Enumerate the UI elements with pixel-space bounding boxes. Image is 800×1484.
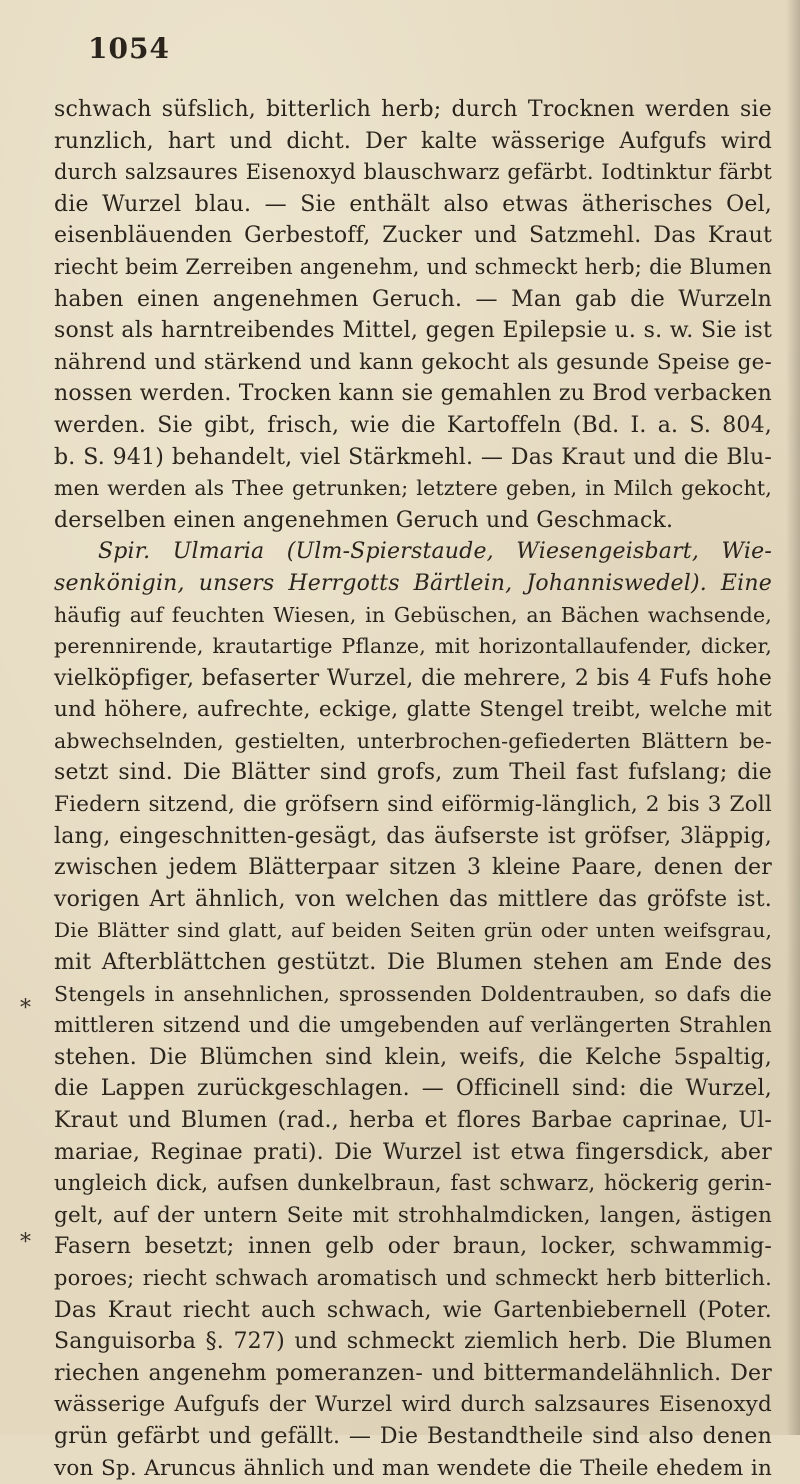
section-heading-line: Spir. Ulmaria (Ulm-Spierstaude, Wiesengeisbart, Wie-	[98, 539, 772, 565]
text-line: senkönigin, unsers Herrgotts Bärtlein, Johanniswedel). Eine	[54, 570, 772, 596]
text-line: zwischen jedem Blätterpaar sitzen 3 kleine Paare, denen der	[54, 855, 772, 881]
body-text	[54, 94, 772, 1484]
text-line: werden. Sie gibt, frisch, wie die Kartoffeln (Bd. I. a. S. 804,	[54, 412, 772, 438]
text-line: b. S. 941) behandelt, viel Stärkmehl. — Das Kraut und die Blu-	[54, 444, 772, 470]
text-line: von Sp. Aruncus ähnlich und man wendete die Theile ehedem in	[54, 1455, 772, 1481]
text-line: Fiedern sitzend, die gröfsern sind eiförmig-länglich, 2 bis 3 Zoll	[54, 792, 772, 818]
text-line: Fasern besetzt; innen gelb oder braun, locker, schwammig-	[54, 1234, 772, 1260]
page-edge-shadow	[786, 0, 800, 1435]
text-line: die Wurzel blau. — Sie enthält also etwas ätherisches Oel,	[54, 191, 772, 217]
text-line: Kraut und Blumen (rad., herba et flores Barbae caprinae, Ul-	[54, 1108, 772, 1133]
text-line: schwach süfslich, bitterlich herb; durch Trocknen werden sie	[54, 97, 772, 122]
text-line: derselben einen angenehmen Geruch und Geschmack.	[54, 507, 674, 533]
text-line: grün gefärbt und gefällt. — Die Bestandtheile sind also denen	[54, 1423, 772, 1449]
text-line: vielköpfiger, befaserter Wurzel, die mehrere, 2 bis 4 Fufs hohe	[54, 665, 772, 691]
text-line: wässerige Aufgufs der Wurzel wird durch salzsaures Eisenoxyd	[54, 1392, 772, 1418]
text-line: mariae, Reginae prati). Die Wurzel ist etwa fingersdick, aber	[54, 1139, 772, 1165]
text-line: Das Kraut riecht auch schwach, wie Gartenbiebernell (Poter.	[54, 1297, 772, 1323]
text-line: ungleich dick, aufsen dunkelbraun, fast schwarz, höckerig gerin-	[54, 1171, 772, 1196]
text-line: nossen werden. Trocken kann sie gemahlen zu Brod verbacken	[54, 381, 773, 407]
text-line: abwechselnden, gestielten, unterbrochen-gefiederten Blättern be-	[54, 728, 772, 753]
margin-mark: *	[20, 996, 31, 1021]
text-line: Die Blätter sind glatt, auf beiden Seiten grün oder unten weifsgrau,	[54, 918, 772, 943]
text-line: sonst als harntreibendes Mittel, gegen Epilepsie u. s. w. Sie ist	[54, 318, 772, 344]
text-line: runzlich, hart und dicht. Der kalte wässerige Aufgufs wird	[54, 128, 772, 154]
text-line: lang, eingeschnitten-gesägt, das äufserste ist gröfser, 3läppig,	[54, 823, 772, 849]
text-line: riechen angenehm pomeranzen- und bittermandelähnlich. Der	[54, 1360, 772, 1386]
text-line: nährend und stärkend und kann gekocht als gesunde Speise ge-	[54, 349, 772, 375]
text-line: die Lappen zurückgeschlagen. — Officinell sind: die Wurzel,	[54, 1076, 772, 1102]
text-line: riecht beim Zerreiben angenehm, und schmeckt herb; die Blumen	[54, 254, 772, 279]
text-line: vorigen Art ähnlich, von welchen das mittlere das gröfste ist.	[54, 886, 772, 912]
text-line: mittleren sitzend und die umgebenden auf verlängerten Strahlen	[54, 1013, 772, 1038]
margin-mark: *	[20, 1230, 31, 1255]
text-line: setzt sind. Die Blätter sind grofs, zum Theil fast fufslang; die	[54, 760, 772, 786]
text-line: poroes; riecht schwach aromatisch und schmeckt herb bitterlich.	[54, 1265, 772, 1290]
text-line: häufig auf feuchten Wiesen, in Gebüschen, an Bächen wachsende,	[54, 602, 772, 627]
text-line: eisenbläuenden Gerbestoff, Zucker und Satzmehl. Das Kraut	[54, 223, 772, 249]
text-line: gelt, auf der untern Seite mit strohhalmdicken, langen, ästigen	[54, 1202, 772, 1228]
page-number: 1054	[88, 32, 170, 65]
text-line: perennirende, krautartige Pflanze, mit horizontallaufender, dicker,	[54, 634, 772, 659]
text-line: haben einen angenehmen Geruch. — Man gab die Wurzeln	[54, 286, 772, 312]
text-line: durch salzsaures Eisenoxyd blauschwarz gefärbt. Iodtinktur färbt	[54, 160, 772, 185]
text-line: stehen. Die Blümchen sind klein, weifs, die Kelche 5spaltig,	[54, 1044, 772, 1070]
text-line: und höhere, aufrechte, eckige, glatte Stengel treibt, welche mit	[54, 697, 772, 723]
text-line: Sanguisorba §. 727) und schmeckt ziemlich herb. Die Blumen	[54, 1329, 772, 1355]
text-line: Stengels in ansehnlichen, sprossenden Doldentrauben, so dafs die	[54, 981, 772, 1006]
text-line: mit Afterblättchen gestützt. Die Blumen stehen am Ende des	[54, 950, 772, 976]
text-line: men werden als Thee getrunken; letztere geben, in Milch gekocht,	[54, 476, 772, 501]
